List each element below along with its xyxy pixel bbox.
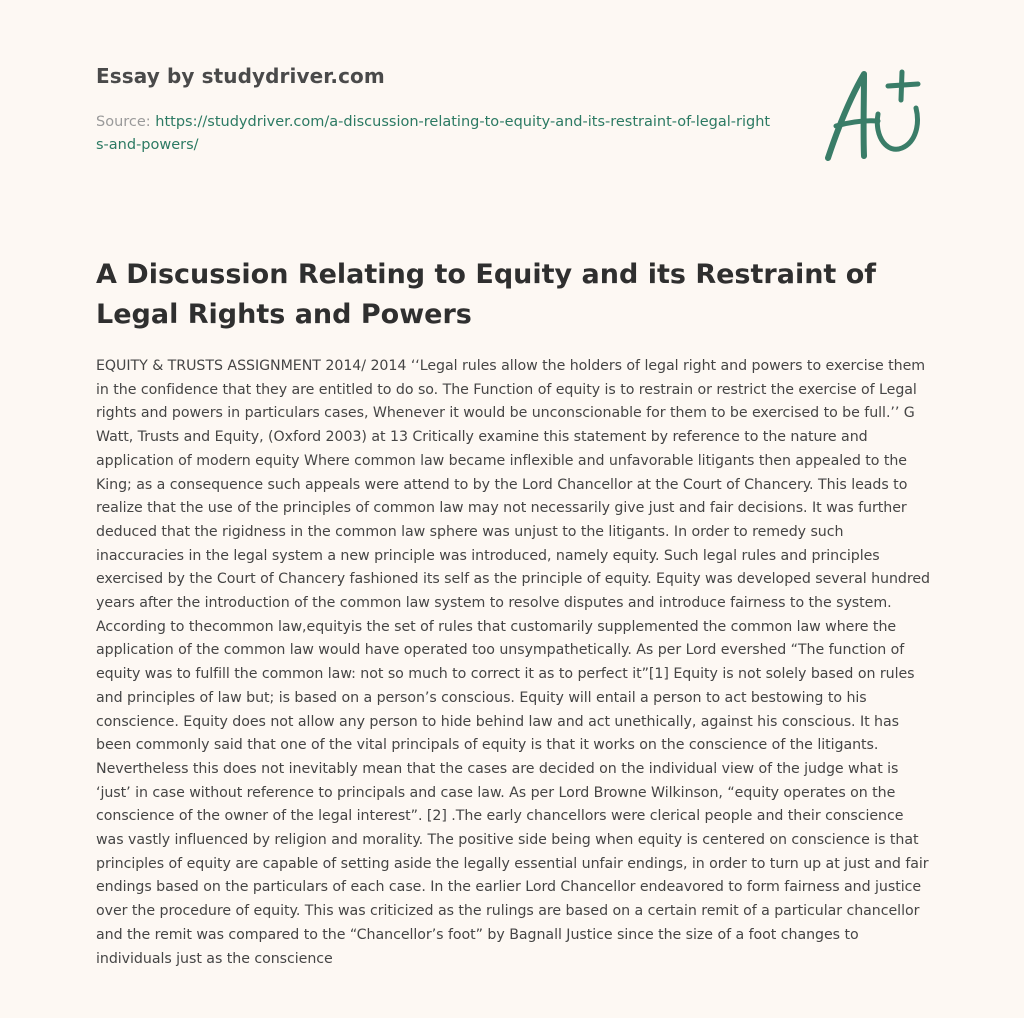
letter-a-stroke	[828, 74, 864, 158]
essay-title: A Discussion Relating to Equity and its Restraint of Legal Rights and Powers	[96, 259, 877, 330]
source-label: Source:	[96, 114, 156, 130]
essay-body: EQUITY & TRUSTS ASSIGNMENT 2014/ 2014 ‘‘Legal rules allow the holders of legal right and powers to exercise them in the confidence that they are entitled to do so. The Function of equity is to restrain or restrict the exercise of Legal rights and powers in particulars cases, Whenever it would be unconscionable for them to be exercised to be full.’’ G Watt, Trusts and Equity, (Oxford 2003) at 13 Critically examine this statement by reference to the nature and application of modern equity Where common law became inflexible and unfavorable litigants then appealed to the King; as a consequence such appeals were attend to by the Lord Chancellor at the Court of Chancery. This leads to realize that the use of the principles of common law may not necessarily give just and fair decisions. It was further deduced that the rigidness in the common law sphere was unjust to the litigants. In order to remedy such inaccuracies in the legal system a new principle was introduced, namely equity. Such legal rules and principles exercised by the Court of Chancery fashioned its self as the principle of equity. Equity was developed several hundred years after the introduction of the common law system to resolve disputes and introduce fairness to the system. According to thecommon law,equityis the set of rules that customarily supplemented the common law where the application of the common law would have operated too unsympathetically. As per Lord evershed “The function of equity was to fulfill the common law: not so much to correct it as to perfect it”[1] Equity is not solely based on rules and principles of law but; is based on a person’s conscious. Equity will entail a person to act bestowing to his conscience. Equity does not allow any person to hide behind law and act unethically, against his conscious. It has been commonly said that one of the vital principals of equity is that it works on the conscience of the litigants. Nevertheless this does not inevitably mean that the cases are decided on the individual view of the judge what is ‘just’ in case without reference to principals and case law. As per Lord Browne Wilkinson, “equity operates on the conscience of the owner of the legal interest”. [2] .The early chancellors were clerical people and their conscience was vastly influenced by religion and morality. The positive side being when equity is centered on conscience is that principles of equity are capable of setting aside the legally essential unfair endings, in order to turn up at just and fair endings based on the particulars of each case. In the earlier Lord Chancellor endeavored to form fairness and justice over the procedure of equity. This was criticized as the rulings are based on a certain remit of a particular chancellor and the remit was compared to the “Chancellor’s foot” by Bagnall Justice since the size of a foot changes to individuals just as the conscience	[96, 358, 930, 967]
plus-horizontal	[888, 84, 918, 86]
source-line	[96, 111, 776, 157]
smile-curve	[877, 108, 917, 149]
a-plus-grade-icon	[818, 66, 930, 166]
source-link[interactable]: https://studydriver.com/a-discussion-relating-to-equity-and-its-restraint-of-legal-rights-and-powers/	[96, 114, 771, 153]
site-brand: Essay by studydriver.com	[96, 64, 385, 88]
